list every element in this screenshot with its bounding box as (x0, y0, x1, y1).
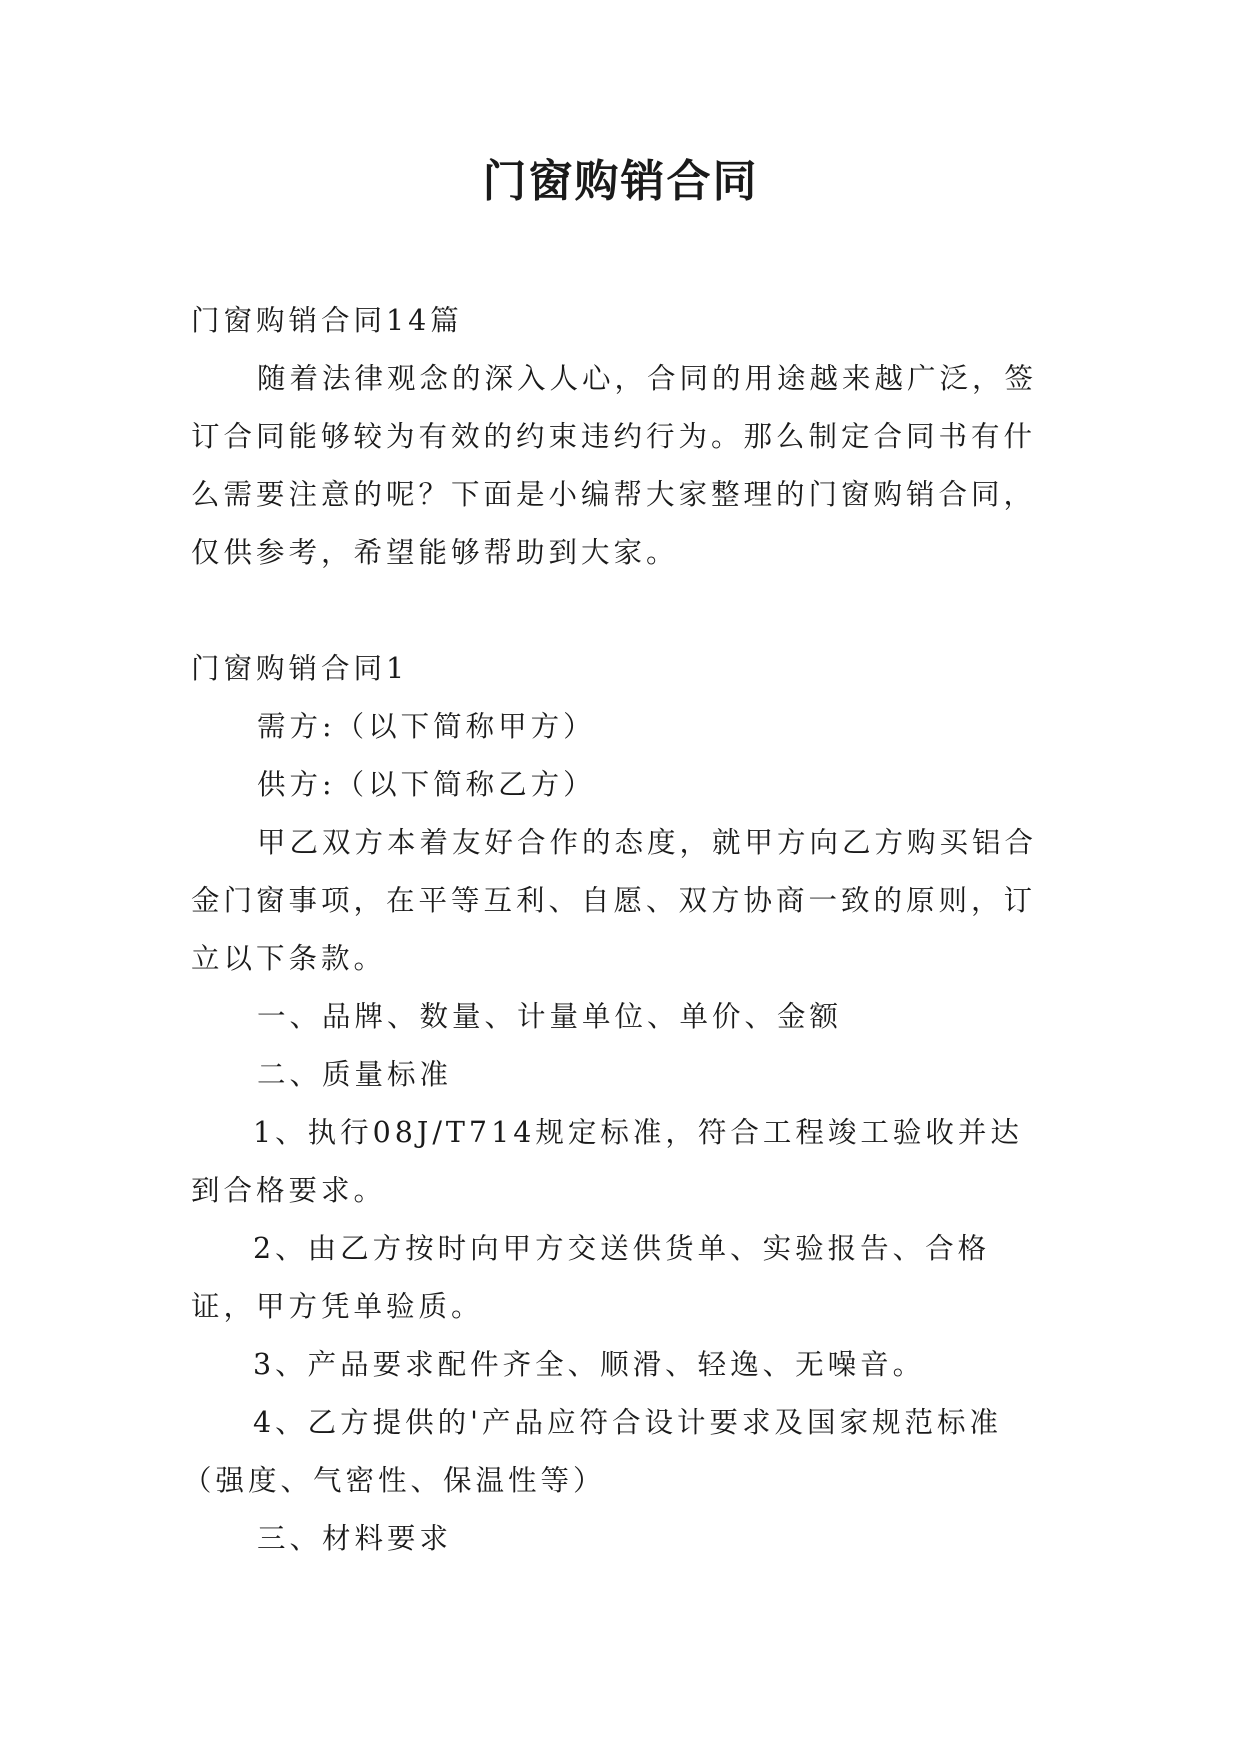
clause-2-4: 4、乙方提供的'产品应符合设计要求及国家规范标准 (253, 1406, 1002, 1439)
section-3-heading: 三、材料要求 (257, 1522, 453, 1555)
preamble-paragraph: 甲乙双方本着友好合作的态度，就甲方向乙方购买铝合金门窗事项，在平等互利、自愿、双方协商一致的原则，订立以下条款。 (191, 826, 1038, 975)
supplier-line: 供方:（以下简称乙方） (257, 768, 596, 801)
contract-1-heading: 门窗购销合同1 (191, 652, 409, 685)
document-body (183, 292, 1051, 1568)
buyer-line: 需方:（以下简称甲方） (257, 710, 596, 743)
document-title: 门窗购销合同 (482, 156, 759, 207)
clause-2-4-continued: （强度、气密性、保温性等） (183, 1464, 606, 1497)
clause-2-2: 2、由乙方按时向甲方交送供货单、实验报告、合格证，甲方凭单验质。 (191, 1232, 991, 1323)
section-2-heading: 二、质量标准 (257, 1058, 453, 1091)
clause-2-3: 3、产品要求配件齐全、顺滑、轻逸、无噪音。 (253, 1348, 926, 1381)
contract-collection-heading: 门窗购销合同14篇 (191, 304, 463, 337)
clause-2-1: 1、执行08J/T714规定标准，符合工程竣工验收并达到合格要求。 (191, 1116, 1023, 1207)
intro-paragraph: 随着法律观念的深入人心，合同的用途越来越广泛，签订合同能够较为有效的约束违约行为。那么制定合同书有什么需要注意的呢？下面是小编帮大家整理的门窗购销合同，仅供参考，希望能够帮助到大家。 (191, 362, 1038, 569)
section-1-heading: 一、品牌、数量、计量单位、单价、金额 (257, 1000, 843, 1033)
